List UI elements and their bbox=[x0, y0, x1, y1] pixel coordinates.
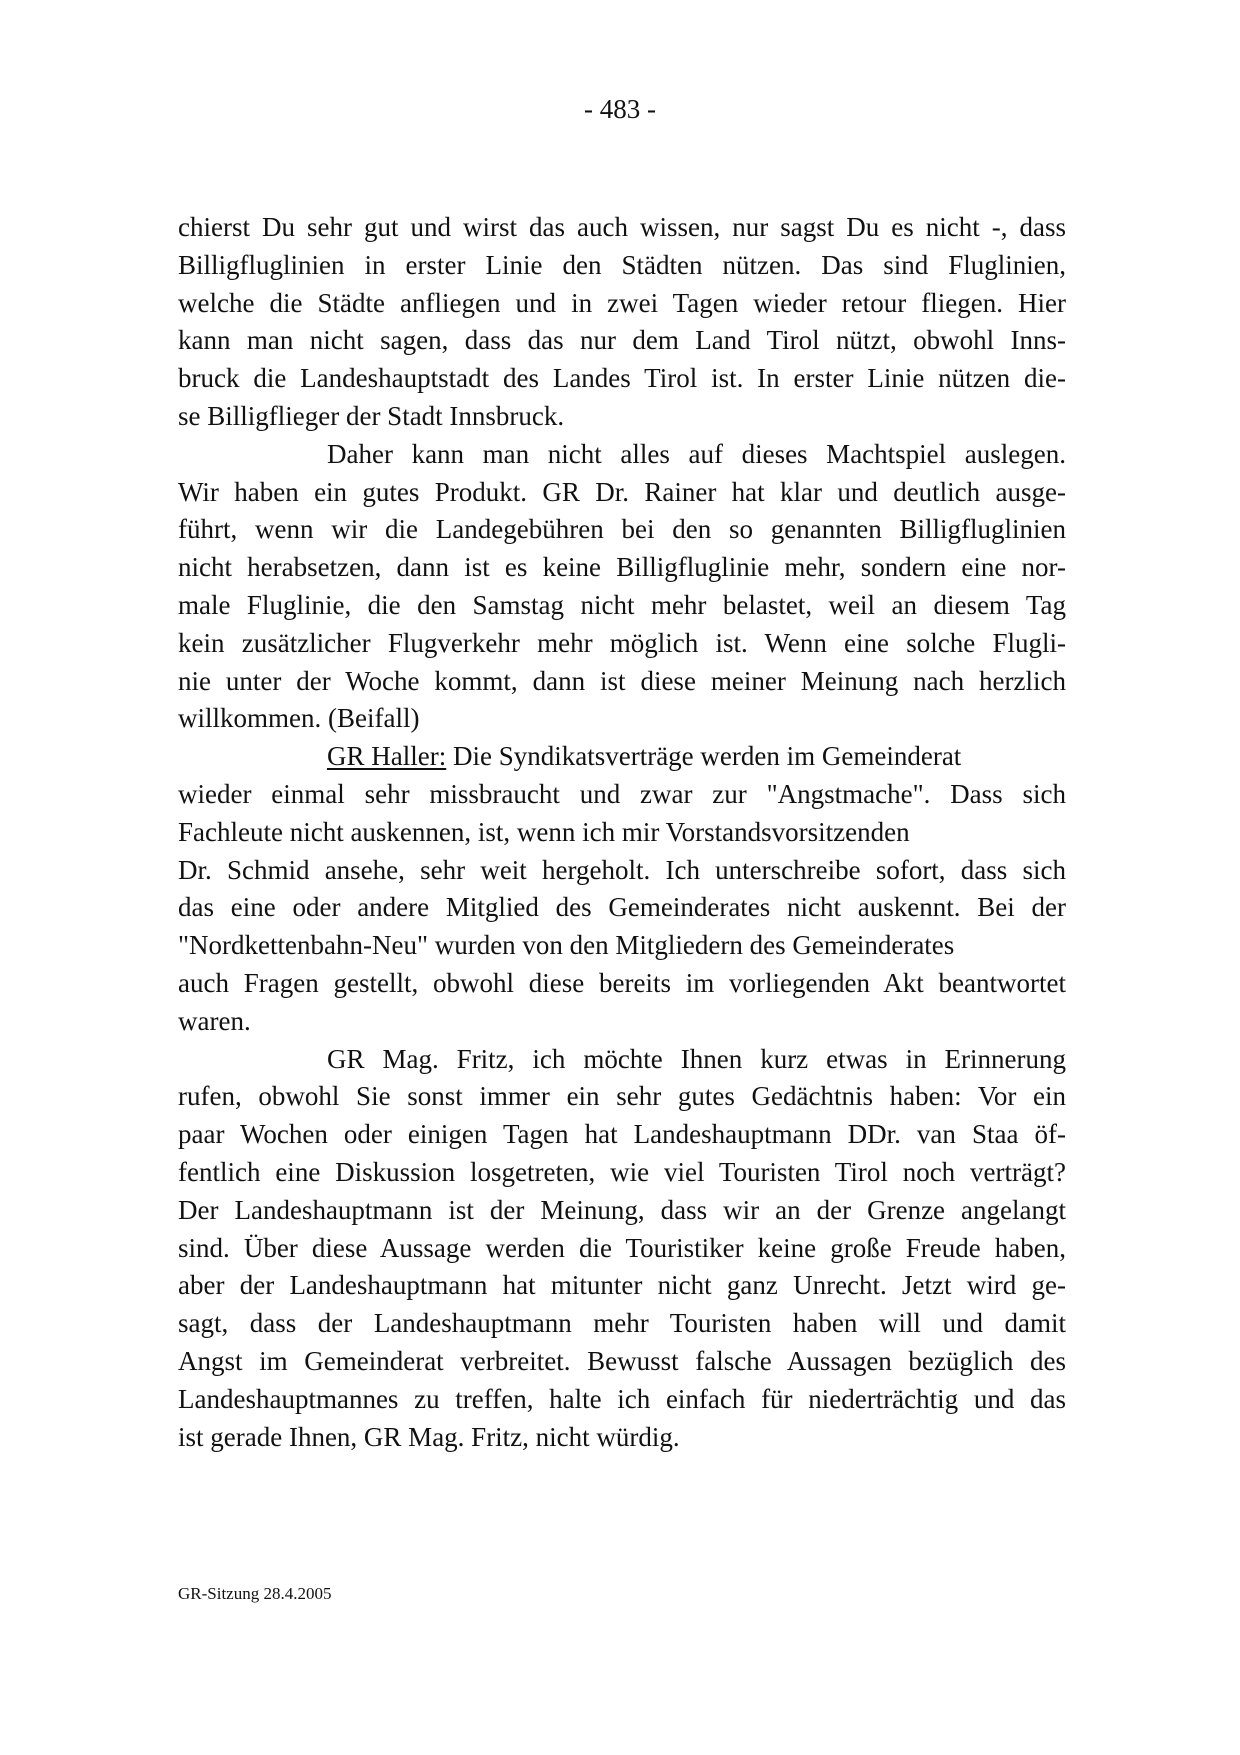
text-line: sind. Über diese Aussage werden die Touristiker keine große Freude haben, bbox=[178, 1232, 1066, 1263]
text-line: fentlich eine Diskussion losgetreten, wie viel Touristen Tirol noch verträgt? bbox=[178, 1156, 1066, 1187]
paragraph-4 bbox=[178, 1041, 1066, 1457]
text-line: Der Landeshauptmann ist der Meinung, dass wir an der Grenze angelangt bbox=[178, 1194, 1066, 1225]
text-line: sagt, dass der Landeshauptmann mehr Touristen haben will und damit bbox=[178, 1308, 1066, 1339]
text-line: wieder einmal sehr missbraucht und zwar zur "Angstmache". Dass sich bbox=[178, 778, 1066, 809]
speaker-line-text: Die Syndikatsverträge werden im Gemeinderat bbox=[446, 741, 962, 772]
text-line: kein zusätzlicher Flugverkehr mehr möglich ist. Wenn eine solche Flugli- bbox=[178, 627, 1066, 658]
text-line: das eine oder andere Mitglied des Gemeinderates nicht auskennt. Bei der bbox=[178, 892, 1066, 923]
text-line: bruck die Landeshauptstadt des Landes Tirol ist. In erster Linie nützen die- bbox=[178, 363, 1066, 394]
text-line: nie unter der Woche kommt, dann ist diese meiner Meinung nach herzlich bbox=[178, 665, 1066, 696]
page-footer: GR-Sitzung 28.4.2005 bbox=[178, 1584, 332, 1603]
text-line: "Nordkettenbahn-Neu" wurden von den Mitgliedern des Gemeinderates bbox=[178, 930, 955, 961]
text-line: rufen, obwohl Sie sonst immer ein sehr gutes Gedächtnis haben: Vor ein bbox=[178, 1081, 1066, 1112]
text-line: chierst Du sehr gut und wirst das auch wissen, nur sagst Du es nicht -, dass bbox=[178, 212, 1066, 242]
page-number: - 483 - bbox=[584, 94, 656, 124]
text-line: Billigfluglinien in erster Linie den Städten nützen. Das sind Fluglinien, bbox=[178, 249, 1066, 280]
speaker-line bbox=[178, 738, 1066, 776]
text-line: willkommen. (Beifall) bbox=[178, 703, 420, 734]
document-body bbox=[178, 209, 1066, 1456]
paragraph-1 bbox=[178, 209, 1066, 436]
text-line: welche die Städte anfliegen und in zwei Tagen wieder retour fliegen. Hier bbox=[178, 287, 1066, 318]
text-line: kann man nicht sagen, dass das nur dem Land Tirol nützt, obwohl Inns- bbox=[178, 325, 1066, 356]
text-line: aber der Landeshauptmann hat mitunter nicht ganz Unrecht. Jetzt wird ge- bbox=[178, 1270, 1066, 1301]
text-line: waren. bbox=[178, 1005, 251, 1036]
speaker-name: GR Haller: bbox=[327, 741, 447, 772]
text-line: Wir haben ein gutes Produkt. GR Dr. Rainer hat klar und deutlich ausge- bbox=[178, 476, 1066, 507]
text-line: Daher kann man nicht alles auf dieses Machtspiel auslegen. bbox=[327, 438, 1066, 469]
paragraph-2 bbox=[178, 436, 1066, 738]
text-line: auch Fragen gestellt, obwohl diese bereits im vorliegenden Akt beantwortet bbox=[178, 967, 1066, 998]
text-line: Landeshauptmannes zu treffen, halte ich einfach für niederträchtig und das bbox=[178, 1383, 1066, 1414]
text-line: Dr. Schmid ansehe, sehr weit hergeholt. Ich unterschreibe sofort, dass sich bbox=[178, 854, 1066, 885]
text-line: male Fluglinie, die den Samstag nicht mehr belastet, weil an diesem Tag bbox=[178, 589, 1066, 620]
text-line: Angst im Gemeinderat verbreitet. Bewusst falsche Aussagen bezüglich des bbox=[178, 1345, 1066, 1376]
text-line: paar Wochen oder einigen Tagen hat Landeshauptmann DDr. van Staa öf- bbox=[178, 1119, 1066, 1150]
text-line: führt, wenn wir die Landegebühren bei den so genannten Billigfluglinien bbox=[178, 514, 1066, 545]
text-line: Fachleute nicht auskennen, ist, wenn ich mir Vorstandsvorsitzenden bbox=[178, 816, 910, 847]
text-line: GR Mag. Fritz, ich möchte Ihnen kurz etwas in Erinnerung bbox=[327, 1043, 1066, 1074]
text-line: nicht herabsetzen, dann ist es keine Billigfluglinie mehr, sondern eine nor- bbox=[178, 552, 1066, 583]
text-line: se Billigflieger der Stadt Innsbruck. bbox=[178, 400, 565, 431]
text-line: ist gerade Ihnen, GR Mag. Fritz, nicht würdig. bbox=[178, 1421, 680, 1452]
paragraph-3 bbox=[178, 738, 1066, 1040]
